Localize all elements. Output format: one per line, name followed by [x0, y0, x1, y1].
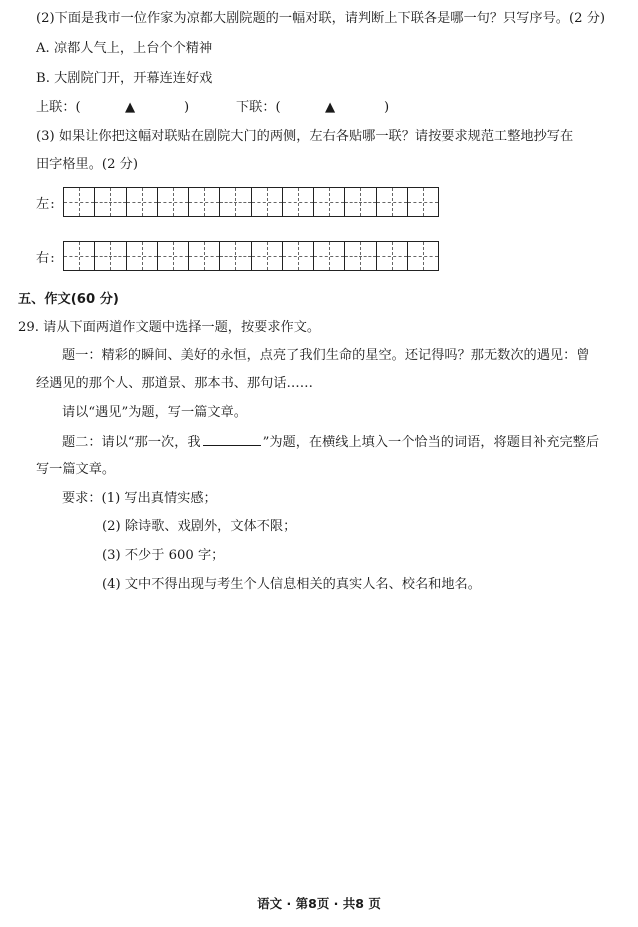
- lower-couplet-answer: [236, 99, 281, 117]
- grid-cell[interactable]: [95, 188, 126, 216]
- requirement-2: (2) 除诗歌、戏剧外，文体不限；: [102, 519, 297, 534]
- topic1-line1: 题一：精彩的瞬间、美好的永恒，点亮了我们生命的星空。还记得吗？那无数次的遇见：曾: [62, 348, 590, 363]
- grid-cell[interactable]: [408, 242, 438, 270]
- q2-option-a: A. 凉都人气上，上台个个精神: [36, 41, 213, 56]
- grid-cell[interactable]: [64, 188, 95, 216]
- upper-couplet-answer: [36, 99, 81, 117]
- grid-cell[interactable]: [377, 242, 408, 270]
- lower-close: ): [384, 100, 390, 115]
- title-blank: [203, 433, 261, 446]
- upper-label: 上联：(: [36, 100, 81, 115]
- requirement-4: (4) 文中不得出现与考生个人信息相关的真实人名、校名和地名。: [102, 577, 481, 592]
- grid-cell[interactable]: [127, 242, 158, 270]
- q3-prompt-line2: 田字格里。(2 分): [36, 157, 138, 172]
- grid-cell[interactable]: [158, 188, 189, 216]
- lower-mark: ▲: [325, 100, 336, 115]
- topic2-line1: [62, 433, 599, 452]
- grid-cell[interactable]: [158, 242, 189, 270]
- topic2-post: ”为题，在横线上填入一个恰当的词语，将题目补充完整后: [262, 435, 600, 450]
- grid-cell[interactable]: [408, 188, 438, 216]
- upper-close: ): [184, 100, 190, 115]
- grid-cell[interactable]: [189, 242, 220, 270]
- grid-cell[interactable]: [220, 242, 251, 270]
- q2-option-b: B. 大剧院门开，开幕连连好戏: [36, 71, 213, 86]
- q3-prompt-line1: (3) 如果让你把这幅对联贴在剧院大门的两侧，左右各贴哪一联？请按要求规范工整地抄写在: [36, 129, 574, 144]
- grid-cell[interactable]: [314, 188, 345, 216]
- grid-cell[interactable]: [95, 242, 126, 270]
- topic1-line3: 请以“遇见”为题，写一篇文章。: [62, 405, 247, 420]
- lower-label: 下联：(: [236, 100, 281, 115]
- grid-cell[interactable]: [252, 188, 283, 216]
- requirement-3: (3) 不少于 600 字；: [102, 548, 225, 563]
- grid-cell[interactable]: [314, 242, 345, 270]
- section-heading: 五、作文(60 分): [18, 292, 119, 307]
- grid-cell[interactable]: [220, 188, 251, 216]
- grid-cell[interactable]: [345, 188, 376, 216]
- grid-cell[interactable]: [283, 188, 314, 216]
- q2-prompt: (2)下面是我市一位作家为凉都大剧院题的一幅对联，请判断上下联各是哪一句？只写序号。(2 分): [36, 11, 606, 26]
- upper-mark: ▲: [125, 100, 136, 115]
- topic2-line2: 写一篇文章。: [36, 462, 116, 477]
- grid-cell[interactable]: [283, 242, 314, 270]
- page-footer: 语文 · 第8页 · 共8 页: [257, 896, 381, 911]
- left-grid-label: 左:: [36, 197, 55, 212]
- grid-cell[interactable]: [345, 242, 376, 270]
- grid-cell[interactable]: [377, 188, 408, 216]
- right-grid-label: 右:: [36, 251, 55, 266]
- left-writing-grid[interactable]: [63, 187, 439, 217]
- grid-cell[interactable]: [64, 242, 95, 270]
- grid-cell[interactable]: [189, 188, 220, 216]
- topic1-line2: 经遇见的那个人、那道景、那本书、那句话……: [36, 376, 313, 391]
- grid-cell[interactable]: [252, 242, 283, 270]
- topic2-pre: 题二：请以“那一次，我: [62, 435, 201, 450]
- grid-cell[interactable]: [127, 188, 158, 216]
- requirement-1: 要求：(1) 写出真情实感；: [62, 491, 217, 506]
- q29-prompt: 29. 请从下面两道作文题中选择一题，按要求作文。: [18, 320, 321, 335]
- right-writing-grid[interactable]: [63, 241, 439, 271]
